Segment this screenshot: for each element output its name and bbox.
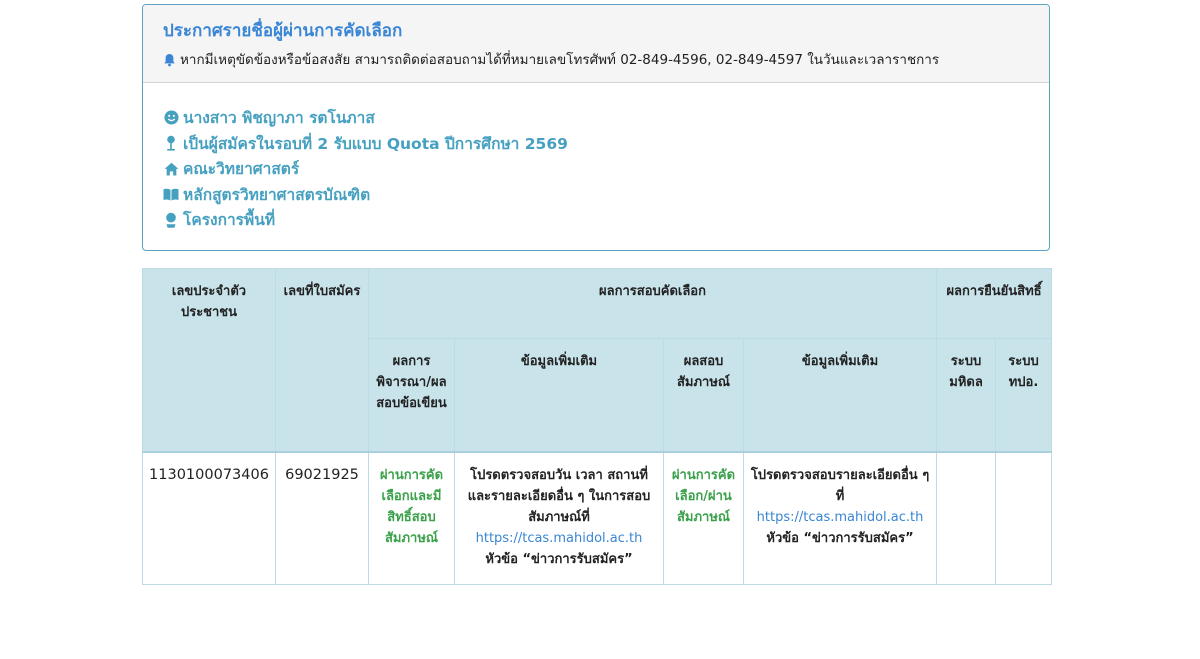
announcement-panel — [142, 4, 1050, 251]
smile-icon — [163, 110, 179, 126]
home-icon — [163, 161, 179, 177]
header-rights-confirmation: ผลการยืนยันสิทธิ์ — [937, 269, 1052, 339]
results-table — [142, 268, 1052, 585]
applicant-faculty-text: คณะวิทยาศาสตร์ — [183, 160, 300, 179]
cell-more-info-1 — [455, 452, 664, 585]
applicant-name — [163, 105, 1029, 131]
contact-notice — [163, 50, 1029, 70]
applicant-program — [163, 182, 1029, 208]
applicant-program-text: หลักสูตรวิทยาศาสตรบัณฑิต — [183, 185, 371, 204]
cell-application-no: 69021925 — [276, 452, 369, 585]
pin-icon — [163, 135, 179, 151]
more-info-2-suffix: หัวข้อ “ข่าวการรับสมัคร” — [766, 530, 914, 546]
more-info-1-text: โปรดตรวจสอบวัน เวลา สถานที่ และรายละเอียดอื่น ๆ ในการสอบสัมภาษณ์ที่ — [467, 467, 651, 525]
person-icon — [163, 212, 179, 228]
book-icon — [163, 186, 179, 202]
bell-icon — [163, 53, 176, 67]
header-tpo-system: ระบบ ทปอ. — [996, 339, 1052, 452]
header-application-no: เลขที่ใบสมัคร — [276, 269, 369, 452]
more-info-1-suffix: หัวข้อ “ข่าวการรับสมัคร” — [485, 551, 633, 567]
announcement-header — [143, 5, 1049, 83]
cell-citizen-id: 1130100073406 — [143, 452, 276, 585]
header-more-info-2: ข้อมูลเพิ่มเติม — [744, 339, 937, 452]
header-mahidol-system: ระบบมหิดล — [937, 339, 996, 452]
page-title: ประกาศรายชื่อผู้ผ่านการคัดเลือก — [163, 21, 403, 41]
cell-tpo-system — [996, 452, 1052, 585]
cell-written-result: ผ่านการคัดเลือกและมีสิทธิ์สอบสัมภาษณ์ — [369, 452, 455, 585]
table-row — [143, 452, 1052, 585]
header-written-result: ผลการพิจารณา/ผลสอบข้อเขียน — [369, 339, 455, 452]
applicant-info — [143, 83, 1049, 233]
applicant-project — [163, 207, 1029, 233]
header-selection-result: ผลการสอบคัดเลือก — [369, 269, 937, 339]
applicant-name-text: นางสาว พิชญาภา รตโนภาส — [183, 109, 375, 128]
cell-mahidol-system — [937, 452, 996, 585]
notice-text: หากมีเหตุขัดข้องหรือข้อสงสัย สามารถติดต่อสอบถามได้ที่หมายเลขโทรศัพท์ 02-849-4596, 02-849-4597 ในวันและเวลาราชการ — [180, 52, 940, 68]
applicant-faculty — [163, 156, 1029, 182]
applicant-round-text: เป็นผู้สมัครในรอบที่ 2 รับแบบ Quota ปีการศึกษา 2569 — [183, 134, 568, 153]
tcas-link-2[interactable]: https://tcas.mahidol.ac.th — [756, 509, 924, 525]
header-more-info-1: ข้อมูลเพิ่มเติม — [455, 339, 664, 452]
header-citizen-id: เลขประจำตัวประชาชน — [143, 269, 276, 452]
header-interview-result: ผลสอบสัมภาษณ์ — [664, 339, 744, 452]
cell-interview-result: ผ่านการคัดเลือก/ผ่านสัมภาษณ์ — [664, 452, 744, 585]
applicant-project-text: โครงการพื้นที่ — [183, 211, 276, 230]
applicant-round — [163, 131, 1029, 157]
cell-more-info-2 — [744, 452, 937, 585]
more-info-2-text: โปรดตรวจสอบรายละเอียดอื่น ๆ ที่ — [750, 467, 930, 504]
tcas-link-1[interactable]: https://tcas.mahidol.ac.th — [475, 530, 643, 546]
